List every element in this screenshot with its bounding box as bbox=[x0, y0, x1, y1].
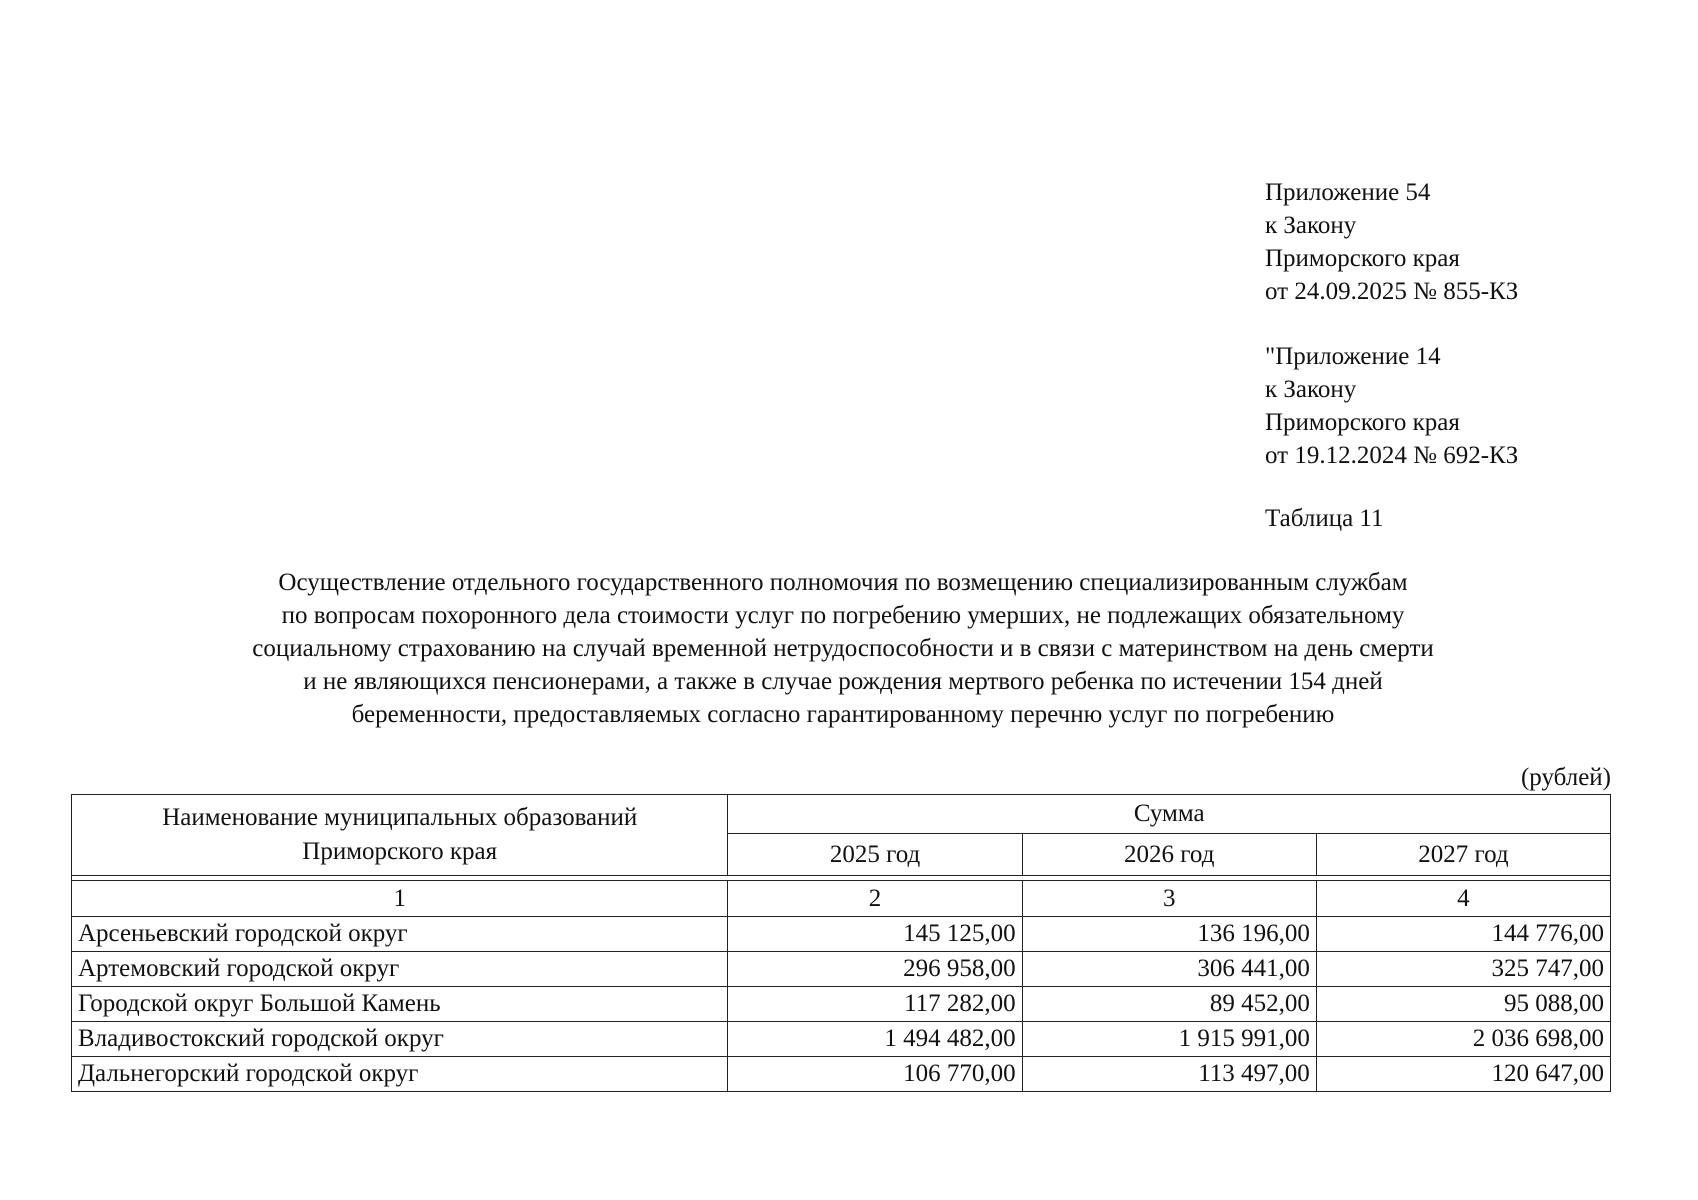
header-name-line: Наименование муниципальных образований bbox=[162, 804, 638, 831]
amount-2026-cell: 113 497,00 bbox=[1022, 1057, 1316, 1092]
amount-2027-cell: 120 647,00 bbox=[1316, 1057, 1610, 1092]
municipality-name-cell: Городской округ Большой Камень bbox=[72, 987, 728, 1022]
annex-current-block bbox=[1265, 176, 1518, 308]
annex-original-line: от 19.12.2024 № 692-КЗ bbox=[1265, 442, 1519, 469]
funding-table bbox=[71, 794, 1611, 1092]
amount-2027-cell: 325 747,00 bbox=[1316, 952, 1610, 987]
annex-current-line: к Закону bbox=[1265, 212, 1357, 239]
document-title bbox=[150, 566, 1536, 731]
municipality-name-cell: Дальнегорский городской округ bbox=[72, 1057, 728, 1092]
title-line: социальному страхованию на случай временной нетрудоспособности и в связи с материнством на день смерти bbox=[252, 635, 1434, 662]
amount-2025-cell: 106 770,00 bbox=[728, 1057, 1022, 1092]
annex-current-line: от 24.09.2025 № 855-КЗ bbox=[1265, 278, 1519, 305]
header-name-cell bbox=[72, 795, 728, 876]
title-line: Осуществление отдельного государственного полномочия по возмещению специализированным службам bbox=[278, 569, 1408, 596]
header-year-cell: 2026 год bbox=[1022, 834, 1316, 876]
amount-2025-cell: 145 125,00 bbox=[728, 917, 1022, 952]
amount-2026-cell: 306 441,00 bbox=[1022, 952, 1316, 987]
table-row bbox=[72, 952, 1611, 987]
table-label: Таблица 11 bbox=[1265, 505, 1384, 532]
amount-2026-cell: 136 196,00 bbox=[1022, 917, 1316, 952]
municipality-name-cell: Арсеньевский городской округ bbox=[72, 917, 728, 952]
amount-2027-cell: 144 776,00 bbox=[1316, 917, 1610, 952]
table-row bbox=[72, 1057, 1611, 1092]
annex-original-line: "Приложение 14 bbox=[1265, 343, 1441, 370]
table-row bbox=[72, 1022, 1611, 1057]
header-year-cell: 2027 год bbox=[1316, 834, 1610, 876]
annex-original-block bbox=[1265, 340, 1518, 472]
amount-2027-cell: 95 088,00 bbox=[1316, 987, 1610, 1022]
column-number-row bbox=[72, 881, 1611, 917]
units-label: (рублей) bbox=[1520, 764, 1611, 791]
table-row bbox=[72, 917, 1611, 952]
title-line: беременности, предоставляемых согласно гарантированному перечню услуг по погребению bbox=[351, 701, 1335, 728]
header-name-line: Приморского края bbox=[302, 838, 498, 865]
column-number-cell: 1 bbox=[72, 881, 728, 917]
amount-2025-cell: 296 958,00 bbox=[728, 952, 1022, 987]
title-line: и не являющихся пенсионерами, а также в случае рождения мертвого ребенка по истечении 154 дней bbox=[303, 668, 1383, 695]
annex-current-line: Приложение 54 bbox=[1265, 179, 1431, 206]
column-number-cell: 2 bbox=[728, 881, 1022, 917]
amount-2025-cell: 117 282,00 bbox=[728, 987, 1022, 1022]
annex-original-line: к Закону bbox=[1265, 376, 1357, 403]
amount-2026-cell: 89 452,00 bbox=[1022, 987, 1316, 1022]
table-row bbox=[72, 987, 1611, 1022]
column-number-cell: 3 bbox=[1022, 881, 1316, 917]
municipality-name-cell: Владивостокский городской округ bbox=[72, 1022, 728, 1057]
amount-2026-cell: 1 915 991,00 bbox=[1022, 1022, 1316, 1057]
municipality-name-cell: Артемовский городской округ bbox=[72, 952, 728, 987]
header-year-cell: 2025 год bbox=[728, 834, 1022, 876]
table-header-row bbox=[72, 795, 1611, 834]
header-sum-cell: Сумма bbox=[728, 795, 1611, 834]
amount-2027-cell: 2 036 698,00 bbox=[1316, 1022, 1610, 1057]
annex-original-line: Приморского края bbox=[1265, 409, 1460, 436]
annex-current-line: Приморского края bbox=[1265, 245, 1460, 272]
title-line: по вопросам похоронного дела стоимости услуг по погребению умерших, не подлежащих обязательному bbox=[281, 602, 1405, 629]
column-number-cell: 4 bbox=[1316, 881, 1610, 917]
amount-2025-cell: 1 494 482,00 bbox=[728, 1022, 1022, 1057]
